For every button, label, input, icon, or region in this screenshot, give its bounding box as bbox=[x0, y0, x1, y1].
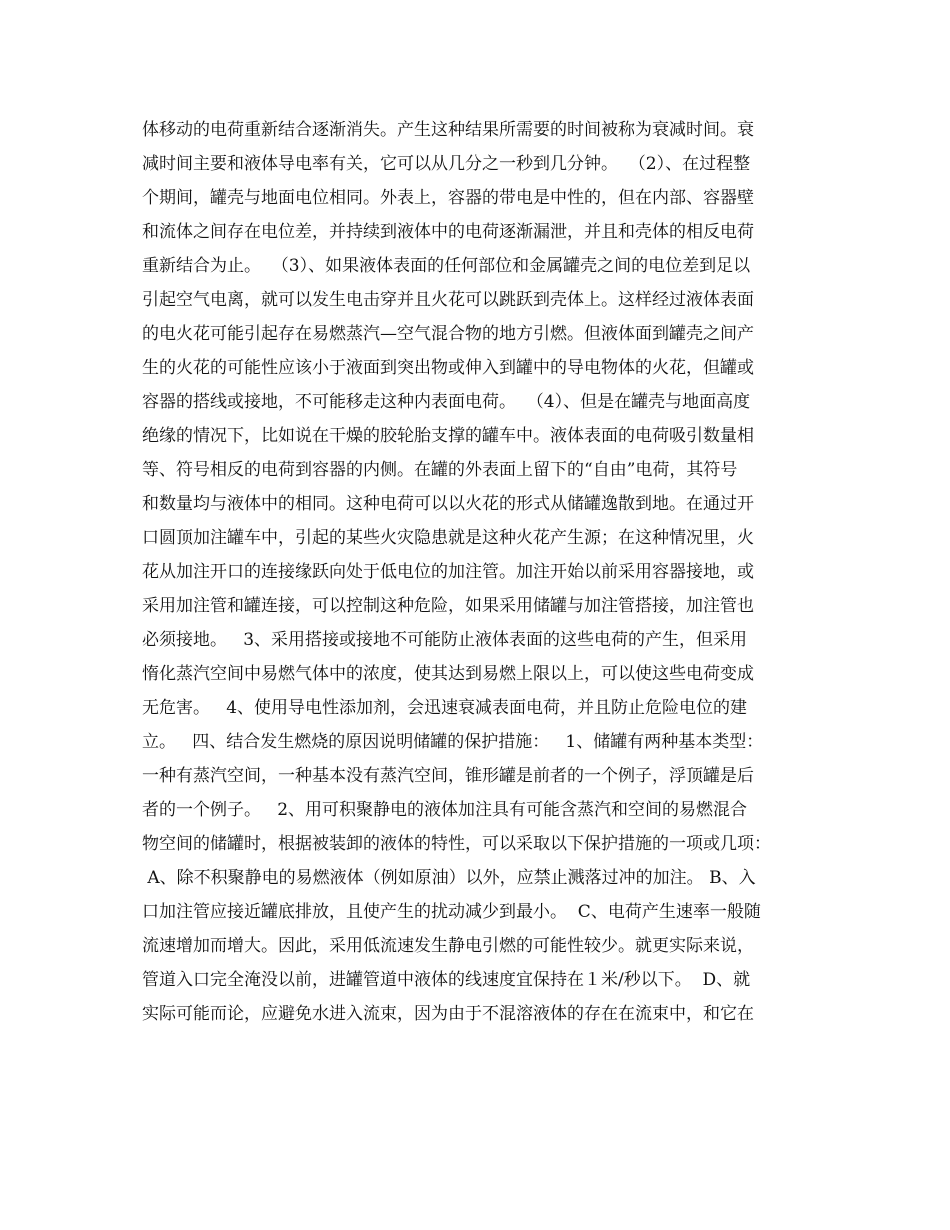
text-line: 物空间的储罐时，根据被装卸的液体的特性，可以采取以下保护措施的一项或几项： bbox=[142, 834, 771, 854]
text-line: 和数量均与液体中的相同。这种电荷可以以火花的形式从储罐逸散到地。在通过开 bbox=[142, 494, 754, 514]
text-line: 一种有蒸汽空间，一种基本没有蒸汽空间，锥形罐是前者的一个例子，浮顶罐是后 bbox=[142, 766, 754, 786]
text-line: 口加注管应接近罐底排放，且使产生的扰动减少到最小。 C、电荷产生速率一般随 bbox=[142, 902, 761, 922]
text-line: 花从加注开口的连接缘跃向处于低电位的加注管。加注开始以前采用容器接地，或 bbox=[142, 562, 754, 582]
text-line: 引起空气电离，就可以发生电击穿并且火花可以跳跃到壳体上。这样经过液体表面 bbox=[142, 290, 754, 310]
text-line: 惰化蒸汽空间中易燃气体中的浓度，使其达到易燃上限以上，可以使这些电荷变成 bbox=[142, 664, 754, 684]
text-line: 重新结合为止。 （3）、如果液体表面的任何部位和金属罐壳之间的电位差到足以 bbox=[142, 256, 751, 276]
text-line: 流速增加而增大。因此，采用低流速发生静电引燃的可能性较少。就更实际来说， bbox=[142, 936, 754, 956]
body-text bbox=[142, 113, 822, 1031]
text-line: 绝缘的情况下，比如说在干燥的胶轮胎支撑的罐车中。液体表面的电荷吸引数量相 bbox=[142, 426, 754, 446]
text-line: 容器的搭线或接地，不可能移走这种内表面电荷。 （4）、但是在罐壳与地面高度 bbox=[142, 392, 751, 412]
text-line: 立。 四、结合发生燃烧的原因说明储罐的保护措施： 1、储罐有两种基本类型： bbox=[142, 732, 764, 752]
text-line: 减时间主要和液体导电率有关，它可以从几分之一秒到几分钟。 （2）、在过程整 bbox=[142, 154, 751, 174]
text-line: 采用加注管和罐连接，可以控制这种危险，如果采用储罐与加注管搭接，加注管也 bbox=[142, 596, 754, 616]
text-line: 实际可能而论，应避免水进入流束，因为由于不混溶液体的存在在流束中，和它在 bbox=[142, 1004, 754, 1024]
text-line: 管道入口完全淹没以前，进罐管道中液体的线速度宜保持在１米/秒以下。 D、就 bbox=[142, 970, 751, 990]
text-line: A、除不积聚静电的易燃液体（例如原油）以外，应禁止溅落过冲的加注。 B、入 bbox=[142, 868, 756, 888]
text-line: 生的火花的可能性应该小于液面到突出物或伸入到罐中的导电物体的火花，但罐或 bbox=[142, 358, 754, 378]
text-line: 无危害。 4、使用导电性添加剂，会迅速衰减表面电荷，并且防止危险电位的建 bbox=[142, 698, 748, 718]
text-line: 和流体之间存在电位差，并持续到液体中的电荷逐渐漏泄，并且和壳体的相反电荷 bbox=[142, 222, 754, 242]
text-line: 口圆顶加注罐车中，引起的某些火灾隐患就是这种火花产生源；在这种情况里，火 bbox=[142, 528, 754, 548]
text-line: 必须接地。 3、采用搭接或接地不可能防止液体表面的这些电荷的产生，但采用 bbox=[142, 630, 748, 650]
text-line: 的电火花可能引起存在易燃蒸汽—空气混合物的地方引燃。但液体面到罐壳之间产 bbox=[142, 324, 754, 344]
text-line: 者的一个例子。 2、用可积聚静电的液体加注具有可能含蒸汽和空间的易燃混合 bbox=[142, 800, 748, 820]
text-line: 体移动的电荷重新结合逐渐消失。产生这种结果所需要的时间被称为衰减时间。衰 bbox=[142, 120, 754, 140]
text-line: 个期间，罐壳与地面电位相同。外表上，容器的带电是中性的，但在内部、容器壁 bbox=[142, 188, 754, 208]
text-line: 等、符号相反的电荷到容器的内侧。在罐的外表面上留下的“自由”电荷，其符号 bbox=[142, 460, 738, 480]
